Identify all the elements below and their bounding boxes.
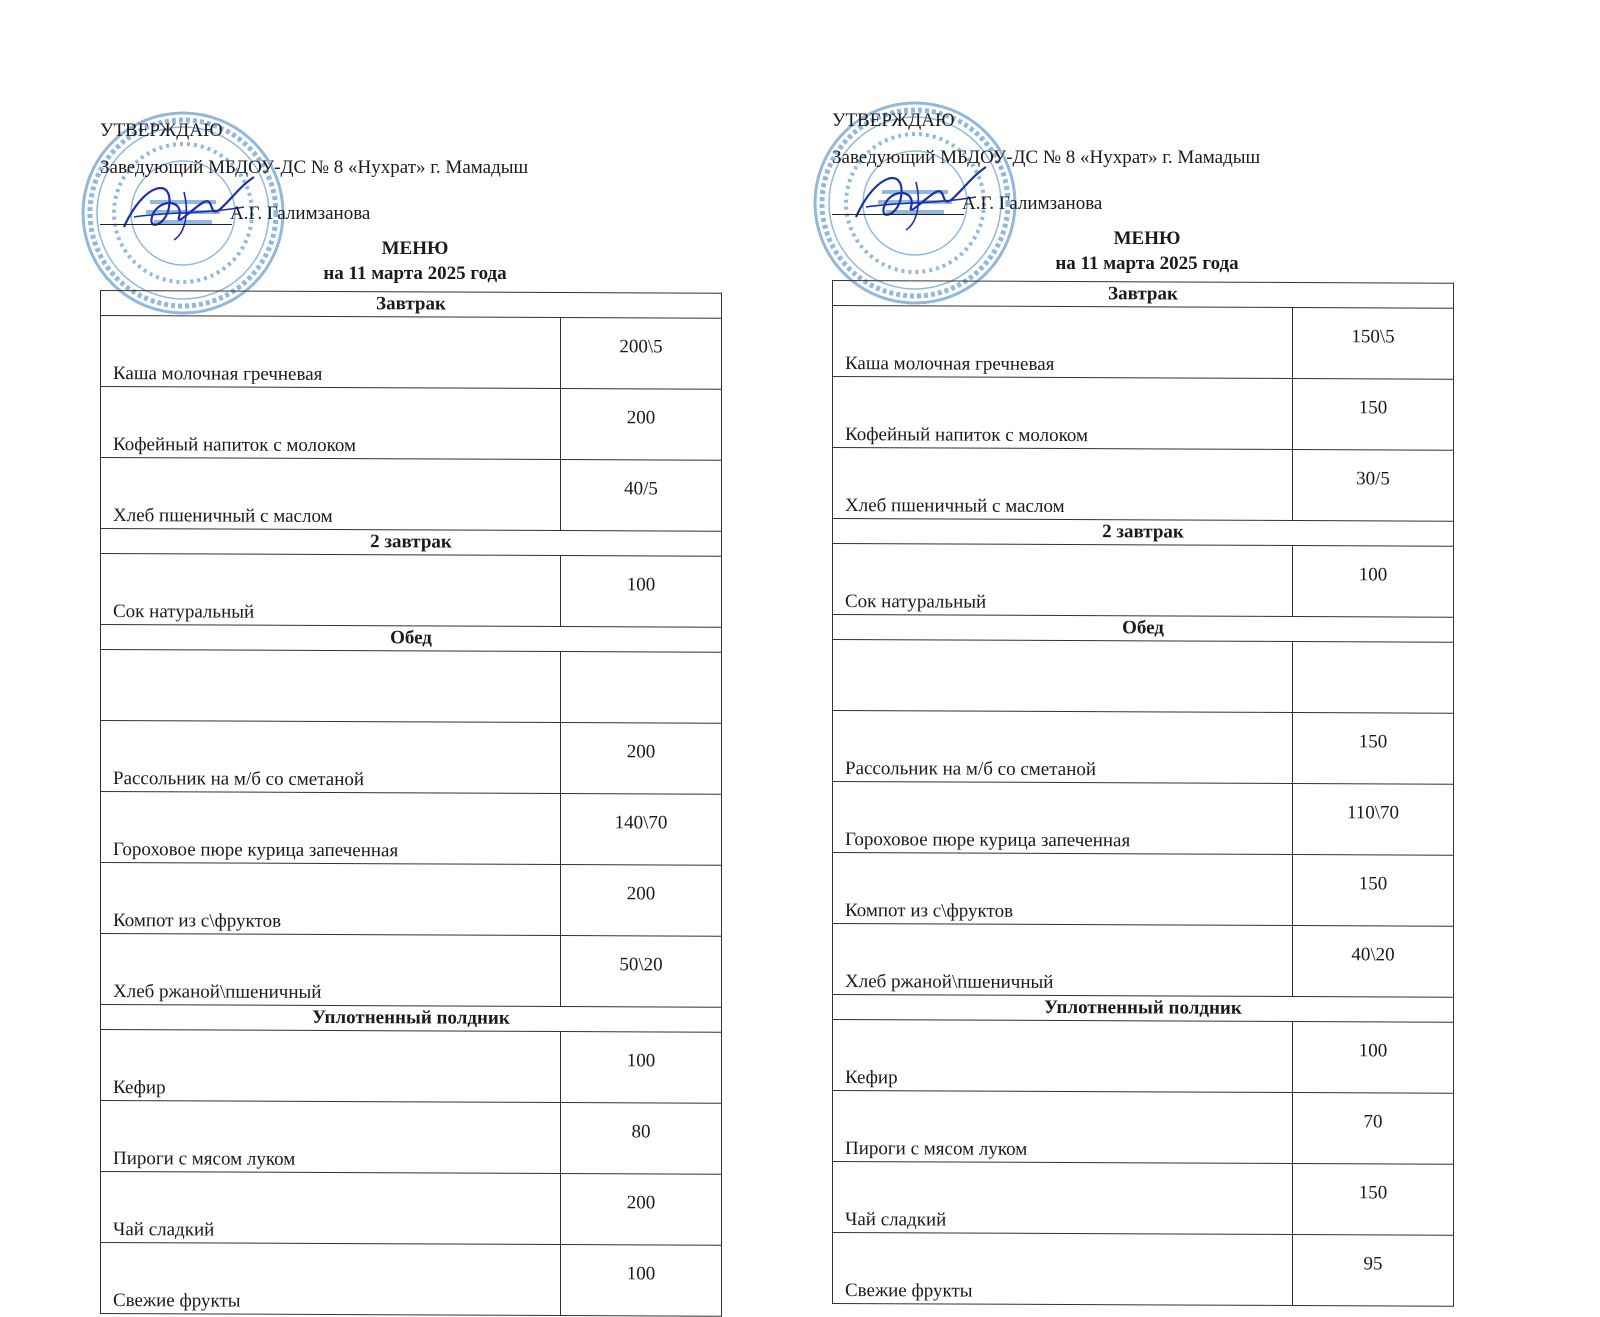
portion-amount: 100 xyxy=(561,1245,722,1317)
dish-name: Сок натуральный xyxy=(101,554,561,627)
signatory-name: А.Г. Галимзанова xyxy=(962,193,1103,214)
section-heading: Завтрак xyxy=(833,281,1454,309)
dish-name: Пироги с мясом луком xyxy=(833,1091,1293,1164)
section-heading: Обед xyxy=(101,625,722,653)
table-row xyxy=(833,448,1454,522)
menu-table xyxy=(832,280,1454,1307)
head-title: Заведующий МБДОУ-ДС № 8 «Нухрат» г. Мамадыш xyxy=(832,147,1261,168)
section-heading: 2 завтрак xyxy=(833,519,1454,547)
dish-name: Компот из с\фруктов xyxy=(101,863,561,936)
table-row xyxy=(833,640,1454,714)
portion-amount: 100 xyxy=(561,556,722,628)
table-row xyxy=(833,711,1454,785)
table-row xyxy=(101,863,722,937)
dish-name: Хлеб ржаной\пшеничный xyxy=(833,924,1293,997)
table-row xyxy=(833,1020,1454,1094)
dish-name: Пироги с мясом луком xyxy=(101,1101,561,1174)
section-row xyxy=(101,625,722,653)
section-heading: Завтрак xyxy=(101,291,722,319)
table-row xyxy=(101,1243,722,1317)
signature-line xyxy=(100,224,232,225)
menu-panel-older-group xyxy=(100,0,800,1312)
table-row xyxy=(101,934,722,1008)
section-heading: Уплотненный полдник xyxy=(833,995,1454,1023)
table-row xyxy=(101,387,722,461)
portion-amount: 95 xyxy=(1293,1235,1454,1307)
dish-name: Хлеб ржаной\пшеничный xyxy=(101,934,561,1007)
section-heading: Уплотненный полдник xyxy=(101,1005,722,1033)
dish-name xyxy=(101,650,561,723)
approval-block xyxy=(100,0,800,240)
signature-line xyxy=(832,214,964,215)
dish-name: Кефир xyxy=(833,1020,1293,1093)
table-row xyxy=(101,316,722,390)
dish-name: Рассольник на м/б со сметаной xyxy=(833,711,1293,784)
table-row xyxy=(833,853,1454,927)
table-row xyxy=(833,1233,1454,1307)
approve-label: УТВЕРЖДАЮ xyxy=(832,110,955,131)
dish-name: Кефир xyxy=(101,1030,561,1103)
portion-amount: 150 xyxy=(1293,1164,1454,1236)
dish-name: Каша молочная гречневая xyxy=(833,306,1293,379)
dish-name: Компот из с\фруктов xyxy=(833,853,1293,926)
section-row xyxy=(833,615,1454,643)
section-row xyxy=(101,529,722,557)
dish-name: Хлеб пшеничный с маслом xyxy=(833,448,1293,521)
table-row xyxy=(833,1091,1454,1165)
table-row xyxy=(833,1162,1454,1236)
table-row xyxy=(101,458,722,532)
table-row xyxy=(101,1101,722,1175)
table-row xyxy=(833,782,1454,856)
portion-amount: 80 xyxy=(561,1103,722,1175)
section-row xyxy=(833,995,1454,1023)
table-row xyxy=(833,924,1454,998)
portion-amount: 30/5 xyxy=(1293,450,1454,522)
table-row xyxy=(833,306,1454,380)
table-row xyxy=(833,377,1454,451)
table-row xyxy=(101,1172,722,1246)
portion-amount: 40/5 xyxy=(561,460,722,532)
portion-amount: 50\20 xyxy=(561,936,722,1008)
portion-amount xyxy=(1293,642,1454,714)
dish-name: Свежие фрукты xyxy=(101,1243,561,1316)
menu-date: на 11 марта 2025 года xyxy=(1055,253,1239,274)
portion-amount: 150 xyxy=(1293,379,1454,451)
portion-amount: 200\5 xyxy=(561,318,722,390)
portion-amount: 140\70 xyxy=(561,794,722,866)
dish-name: Гороховое пюре курица запеченная xyxy=(833,782,1293,855)
dish-name: Чай сладкий xyxy=(101,1172,561,1245)
menu-panel-younger-group xyxy=(832,0,1532,1302)
table-row xyxy=(833,544,1454,618)
menu-title: МЕНЮ xyxy=(381,238,449,259)
portion-amount: 110\70 xyxy=(1293,784,1454,856)
dish-name: Свежие фрукты xyxy=(833,1233,1293,1306)
portion-amount: 40\20 xyxy=(1293,926,1454,998)
table-row xyxy=(101,792,722,866)
approval-block xyxy=(832,0,1532,230)
approve-label: УТВЕРЖДАЮ xyxy=(100,120,223,141)
dish-name: Рассольник на м/б со сметаной xyxy=(101,721,561,794)
table-row xyxy=(101,1030,722,1104)
dish-name: Кофейный напиток с молоком xyxy=(833,377,1293,450)
dish-name: Чай сладкий xyxy=(833,1162,1293,1235)
dish-name: Сок натуральный xyxy=(833,544,1293,617)
dish-name: Кофейный напиток с молоком xyxy=(101,387,561,460)
section-heading: 2 завтрак xyxy=(101,529,722,557)
section-row xyxy=(833,281,1454,309)
table-row xyxy=(101,554,722,628)
portion-amount xyxy=(561,652,722,724)
signatory-name: А.Г. Галимзанова xyxy=(230,203,371,224)
portion-amount: 200 xyxy=(561,723,722,795)
portion-amount: 100 xyxy=(1293,546,1454,618)
portion-amount: 150 xyxy=(1293,713,1454,785)
table-row xyxy=(101,650,722,724)
menu-table xyxy=(100,290,722,1317)
dish-name: Хлеб пшеничный с маслом xyxy=(101,458,561,531)
section-row xyxy=(101,291,722,319)
portion-amount: 200 xyxy=(561,1174,722,1246)
menu-title: МЕНЮ xyxy=(1113,228,1181,249)
portion-amount: 150 xyxy=(1293,855,1454,927)
portion-amount: 200 xyxy=(561,865,722,937)
portion-amount: 200 xyxy=(561,389,722,461)
table-row xyxy=(101,721,722,795)
menu-date: на 11 марта 2025 года xyxy=(323,263,507,284)
dish-name xyxy=(833,640,1293,713)
portion-amount: 150\5 xyxy=(1293,308,1454,380)
section-heading: Обед xyxy=(833,615,1454,643)
head-title: Заведующий МБДОУ-ДС № 8 «Нухрат» г. Мамадыш xyxy=(100,157,529,178)
portion-amount: 70 xyxy=(1293,1093,1454,1165)
section-row xyxy=(833,519,1454,547)
dish-name: Каша молочная гречневая xyxy=(101,316,561,389)
portion-amount: 100 xyxy=(561,1032,722,1104)
section-row xyxy=(101,1005,722,1033)
dish-name: Гороховое пюре курица запеченная xyxy=(101,792,561,865)
portion-amount: 100 xyxy=(1293,1022,1454,1094)
